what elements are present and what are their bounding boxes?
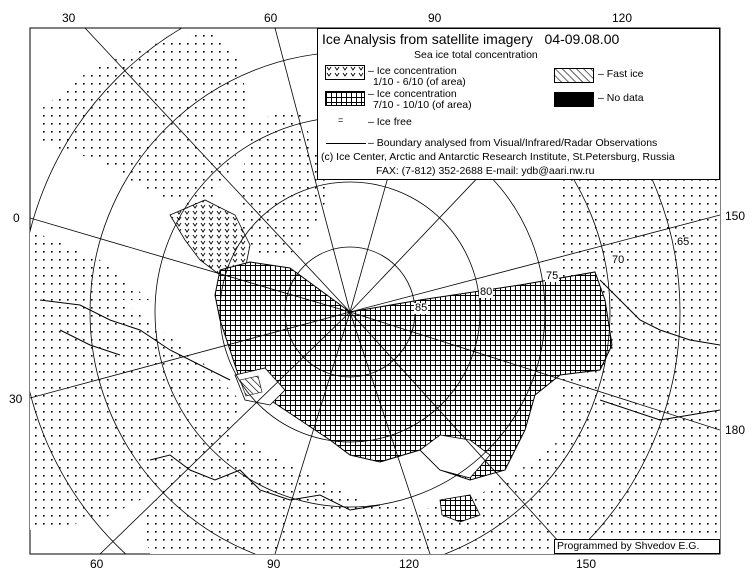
tick-left-30: 30 xyxy=(9,392,23,406)
legend-box xyxy=(317,28,720,180)
legend-ice-low-label: – Ice concentration xyxy=(368,65,457,77)
legend-copyright: (c) Ice Center, Arctic and Antarctic Research Institute, St.Petersburg, Russia xyxy=(321,151,675,163)
legend-no-data-label: – No data xyxy=(598,92,644,104)
legend-title xyxy=(322,31,619,47)
tick-right-180: 180 xyxy=(725,423,746,437)
lat-label-70: 70 xyxy=(612,254,625,266)
legend-fast-ice-label: – Fast ice xyxy=(598,68,644,80)
legend-boundary-label: – Boundary analysed from Visual/Infrared/Radar Observations xyxy=(368,137,658,149)
tick-bottom-90: 90 xyxy=(267,557,281,571)
tick-bottom-60: 60 xyxy=(90,557,104,571)
legend-contact: FAX: (7-812) 352-2688 E-mail: ydb@aari.nw.ru xyxy=(376,165,595,177)
legend-ice-high-label: – Ice concentration xyxy=(368,88,457,100)
solid-black-swatch xyxy=(554,92,594,107)
map-date: 04-09.08.00 xyxy=(544,31,620,47)
tick-right-150: 150 xyxy=(725,209,746,223)
grid-pattern-swatch xyxy=(325,91,365,106)
tick-top-120: 120 xyxy=(612,11,633,25)
lat-label-75: 75 xyxy=(546,270,559,282)
boundary-line-symbol xyxy=(326,143,366,144)
lat-label-85: 85 xyxy=(415,302,428,314)
legend-ice-high-range: 7/10 - 10/10 (of area) xyxy=(373,99,472,111)
credit-box: Programmed by Shvedov E.G. xyxy=(554,539,720,554)
tick-left-0: 0 xyxy=(13,211,20,225)
legend-ice-free-label: – Ice free xyxy=(368,116,412,128)
legend-ice-low-range: 1/10 - 6/10 (of area) xyxy=(373,76,466,88)
tick-top-90: 90 xyxy=(428,11,442,25)
v-pattern-swatch xyxy=(325,65,365,80)
tick-top-30: 30 xyxy=(62,11,76,25)
lat-label-80: 80 xyxy=(480,286,493,298)
tick-top-60: 60 xyxy=(264,11,278,25)
map-title: Ice Analysis from satellite imagery xyxy=(322,31,533,47)
ice-free-symbol: = xyxy=(338,115,344,125)
tick-bottom-150: 150 xyxy=(576,557,597,571)
hatch-pattern-swatch xyxy=(554,68,594,83)
legend-subtitle: Sea ice total concentration xyxy=(414,49,538,61)
tick-bottom-120: 120 xyxy=(399,557,420,571)
lat-label-65: 65 xyxy=(677,236,690,248)
